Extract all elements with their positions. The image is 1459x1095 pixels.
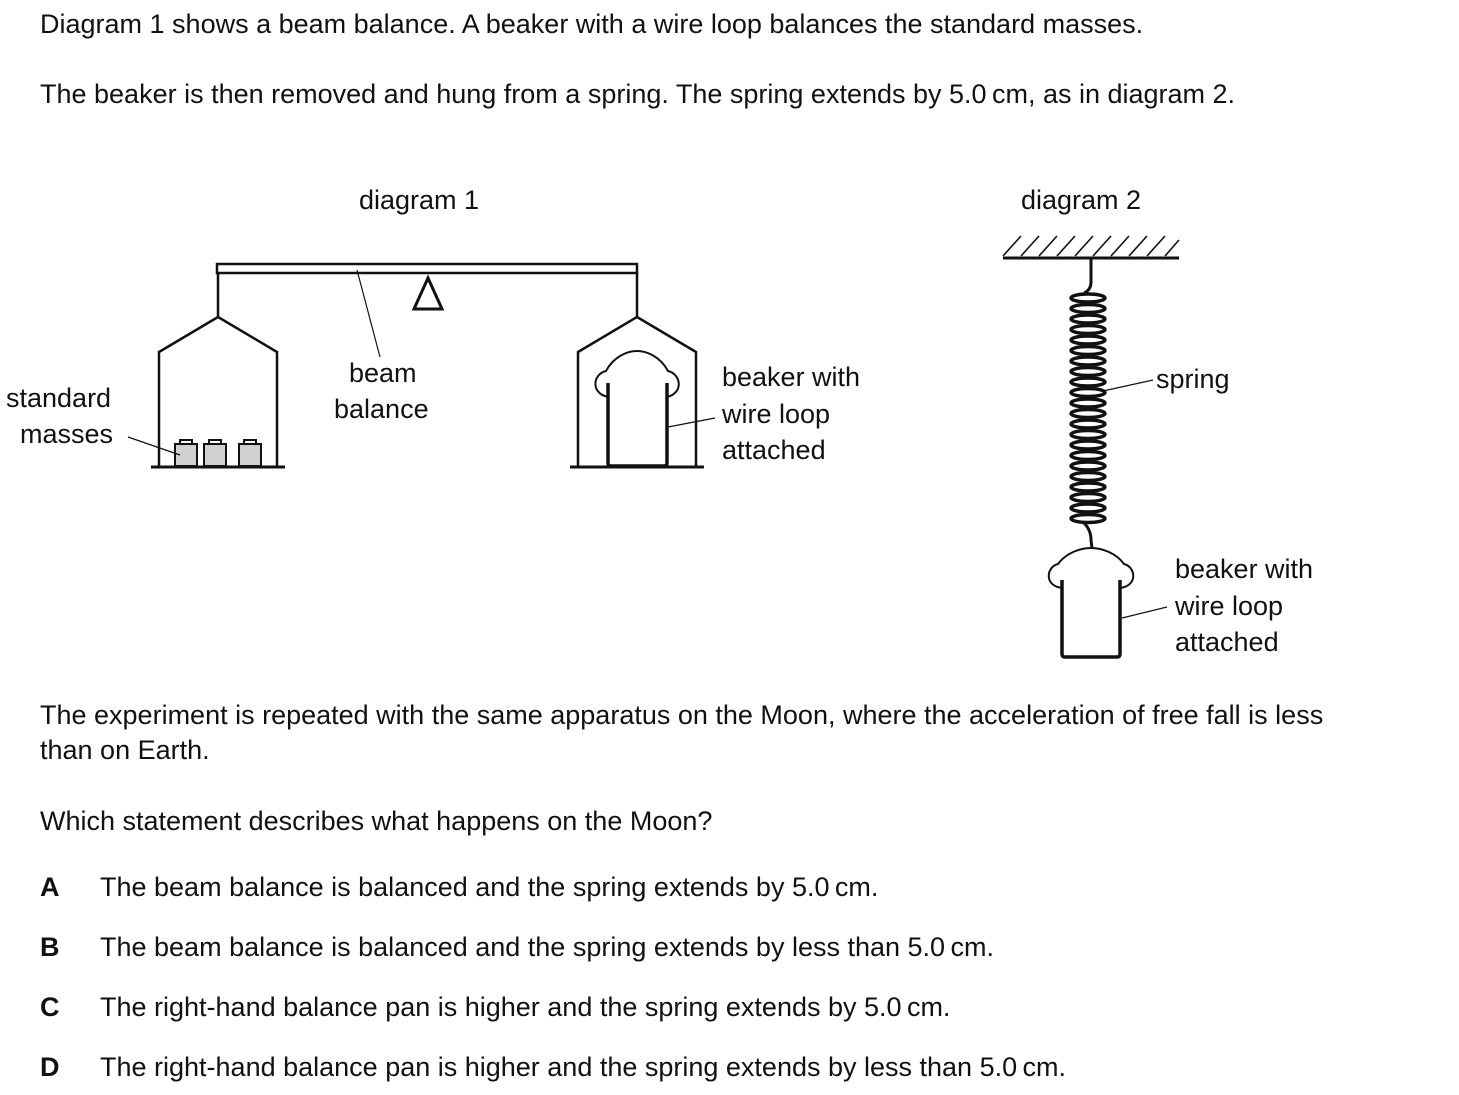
option-text: The beam balance is balanced and the spring extends by 5.0 cm.: [100, 872, 879, 902]
option-letter: C: [40, 992, 60, 1022]
beaker-on-balance: [595, 351, 678, 466]
beaker-label-d1-line2: wire loop: [722, 399, 831, 429]
question-prompt: Which statement describes what happens on the Moon?: [40, 806, 713, 836]
beaker-label-d2-line2: wire loop: [1175, 591, 1284, 621]
right-pan-hanger: [578, 317, 696, 466]
option-letter: B: [40, 932, 60, 962]
diagram2-title: diagram 2: [1021, 185, 1142, 215]
spring-label: spring: [1156, 364, 1230, 394]
beaker-label-d1-line3: attached: [722, 435, 826, 465]
beaker-label-d1-line1: beaker with: [722, 362, 861, 392]
beam-balance-drawing: [151, 264, 704, 467]
standard-masses-label-line1: standard: [6, 383, 112, 413]
diagram1-leader-lines: [128, 270, 715, 455]
mass-2: [204, 444, 226, 466]
beam-balance-label-line2: balance: [334, 394, 429, 424]
diagram1-title: diagram 1: [359, 185, 480, 215]
intro-paragraph-2: The beaker is then removed and hung from a spring. The spring extends by 5.0 cm, as in diagram 2.: [40, 79, 1236, 109]
option-letter: A: [40, 872, 60, 902]
beam-balance-label-line1: beam: [349, 358, 417, 388]
intro-paragraph-1: Diagram 1 shows a beam balance. A beaker with a wire loop balances the standard masses.: [40, 9, 1144, 39]
spring-support: [1003, 236, 1179, 258]
beaker-label-d2-line3: attached: [1175, 627, 1279, 657]
beam: [217, 264, 637, 273]
spring: [1071, 259, 1105, 548]
beaker-label-d2-line1: beaker with: [1175, 554, 1314, 584]
option-text: The right-hand balance pan is higher and the spring extends by 5.0 cm.: [100, 992, 951, 1022]
standard-masses-label-line2: masses: [20, 419, 114, 449]
pivot-icon: [414, 278, 442, 309]
mass-3: [239, 444, 261, 466]
hanging-beaker: [1049, 548, 1134, 657]
option-letter: D: [40, 1052, 60, 1082]
option-text: The right-hand balance pan is higher and the spring extends by less than 5.0 cm.: [100, 1052, 1067, 1082]
option-text: The beam balance is balanced and the spring extends by less than 5.0 cm.: [100, 932, 994, 962]
diagram2-leader-lines: [1103, 380, 1167, 618]
standard-masses: [175, 440, 261, 466]
question-context: The experiment is repeated with the same apparatus on the Moon, where the acceleration of free fall is less than on Earth.: [40, 700, 1324, 765]
